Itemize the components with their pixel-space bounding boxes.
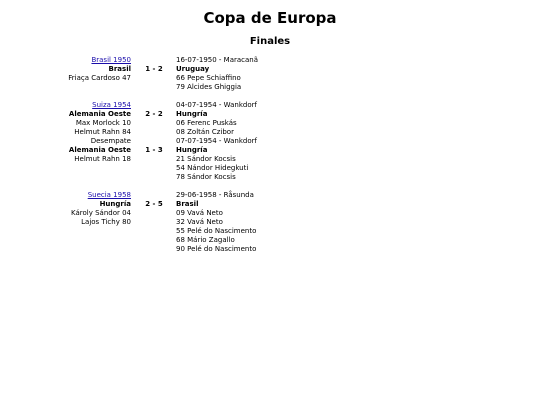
scorer-left: Károly Sándor 04	[71, 209, 131, 217]
scorer-right: 68 Mário Zagallo	[176, 236, 235, 244]
table-row	[0, 200, 540, 209]
team-right: Brasil	[176, 200, 199, 208]
tournament-link[interactable]: Suecia 1958	[87, 191, 131, 199]
score: 1 - 3	[145, 146, 163, 154]
match-info: 16-07-1950 - Maracanã	[176, 56, 259, 64]
scorer-right: 32 Vavá Neto	[176, 218, 223, 226]
table-row	[0, 173, 540, 182]
table-row	[0, 92, 540, 101]
scorer-right: 78 Sándor Kocsis	[176, 173, 236, 181]
table-row	[0, 65, 540, 74]
table-row	[0, 56, 540, 65]
page-subtitle: Finales	[249, 36, 291, 47]
match-info: 29-06-1958 - Råsunda	[176, 191, 254, 199]
finals-table	[0, 56, 540, 254]
team-left: Alemania Oeste	[68, 146, 131, 154]
scorer-left: Helmut Rahn 84	[74, 128, 131, 136]
table-row	[0, 227, 540, 236]
table-row	[0, 128, 540, 137]
table-row	[0, 146, 540, 155]
team-right: Hungría	[176, 146, 208, 154]
table-row	[0, 191, 540, 200]
match-info: 04-07-1954 - Wankdorf	[176, 101, 257, 109]
scorer-right: 06 Ferenc Puskás	[176, 119, 237, 127]
table-row	[0, 101, 540, 110]
table-row	[0, 236, 540, 245]
table-row	[0, 155, 540, 164]
team-right: Hungría	[176, 110, 208, 118]
team-left: Alemania Oeste	[68, 110, 131, 118]
scorer-right: 55 Pelé do Nascimento	[176, 227, 257, 235]
table-row	[0, 164, 540, 173]
table-row	[0, 119, 540, 128]
scorer-left: Friaça Cardoso 47	[68, 74, 131, 82]
scorer-left: Max Morlock 10	[75, 119, 131, 127]
tournament-link[interactable]: Brasil 1950	[91, 56, 131, 64]
scorer-right: 09 Vavá Neto	[176, 209, 223, 217]
table-row	[0, 137, 540, 146]
scorer-right: 79 Alcides Ghiggia	[176, 83, 242, 91]
table-row	[0, 245, 540, 254]
scorer-right: 54 Nándor Hidegkuti	[176, 164, 249, 172]
scorer-left: Helmut Rahn 18	[74, 155, 131, 163]
table-row	[0, 110, 540, 119]
scorer-right: 90 Pelé do Nascimento	[176, 245, 257, 253]
scorer-left: Lajos Tichy 80	[81, 218, 131, 226]
scorer-right: 66 Pepe Schiaffino	[176, 74, 241, 82]
table-row	[0, 209, 540, 218]
team-right: Uruguay	[176, 65, 210, 73]
page-title: Copa de Europa	[203, 9, 337, 27]
score: 1 - 2	[145, 65, 163, 73]
match-info: 07-07-1954 - Wankdorf	[176, 137, 257, 145]
team-left: Brasil	[108, 65, 131, 73]
score: 2 - 5	[145, 200, 163, 208]
table-row	[0, 83, 540, 92]
score: 2 - 2	[145, 110, 163, 118]
team-left: Hungría	[99, 200, 131, 208]
table-row	[0, 218, 540, 227]
table-row	[0, 74, 540, 83]
tournament-link[interactable]: Suiza 1954	[92, 101, 131, 109]
table-row	[0, 182, 540, 191]
scorer-right: 08 Zoltán Czibor	[176, 128, 234, 136]
scorer-right: 21 Sándor Kocsis	[176, 155, 236, 163]
replay-label: Desempate	[90, 137, 131, 145]
